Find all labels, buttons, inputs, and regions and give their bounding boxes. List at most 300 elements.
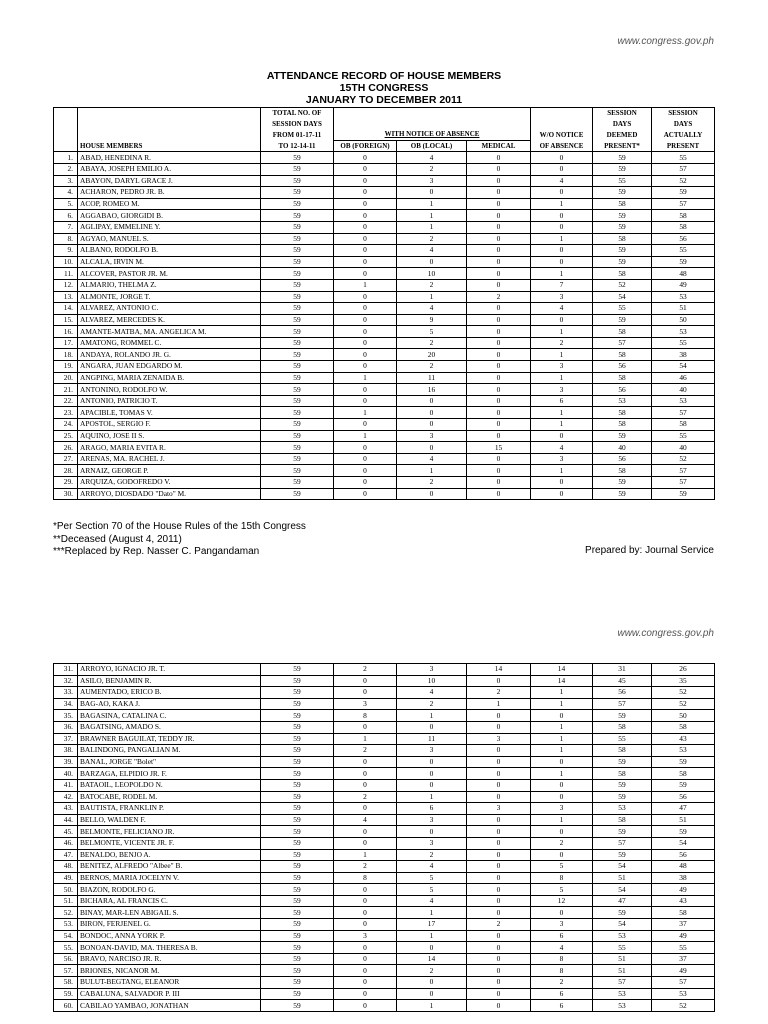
medical: 0 xyxy=(467,953,531,965)
ob-local: 0 xyxy=(397,488,467,500)
days-actually-present: 52 xyxy=(652,687,715,699)
medical: 0 xyxy=(467,326,531,338)
without-notice: 4 xyxy=(531,942,593,954)
member-name: BELLO, WALDEN F. xyxy=(78,814,261,826)
ob-foreign: 0 xyxy=(334,977,397,989)
table-row xyxy=(54,163,715,175)
member-name: CABILAO YAMBAO, JONATHAN xyxy=(78,1000,261,1012)
ob-local: 3 xyxy=(397,430,467,442)
ob-foreign: 0 xyxy=(334,919,397,931)
ob-local: 6 xyxy=(397,803,467,815)
medical: 0 xyxy=(467,872,531,884)
medical: 0 xyxy=(467,256,531,268)
ob-local: 0 xyxy=(397,988,467,1000)
days-actually-present: 38 xyxy=(652,872,715,884)
member-name: ALVAREZ, ANTONIO C. xyxy=(78,303,261,315)
member-name: ASILO, BENJAMIN R. xyxy=(78,675,261,687)
ob-foreign: 0 xyxy=(334,988,397,1000)
days-deemed-present: 59 xyxy=(593,221,652,233)
medical: 0 xyxy=(467,198,531,210)
ob-foreign: 2 xyxy=(334,861,397,873)
without-notice: 5 xyxy=(531,861,593,873)
table-row xyxy=(54,953,715,965)
ob-foreign: 0 xyxy=(334,175,397,187)
total-session-days: 59 xyxy=(261,442,334,454)
ob-local: 2 xyxy=(397,361,467,373)
table-row xyxy=(54,988,715,1000)
days-deemed-present: 53 xyxy=(593,988,652,1000)
ob-local: 1 xyxy=(397,710,467,722)
member-name: ANDAYA, ROLANDO JR. G. xyxy=(78,349,261,361)
without-notice: 6 xyxy=(531,930,593,942)
table-row xyxy=(54,768,715,780)
total-session-days: 59 xyxy=(261,326,334,338)
without-notice: 5 xyxy=(531,884,593,896)
table-row xyxy=(54,349,715,361)
without-notice: 7 xyxy=(531,279,593,291)
ob-local: 11 xyxy=(397,372,467,384)
without-notice: 8 xyxy=(531,953,593,965)
footnote-1: *Per Section 70 of the House Rules of the 15th Congress xyxy=(53,521,306,532)
days-deemed-present: 56 xyxy=(593,687,652,699)
member-name: BONOAN-DAVID, MA. THERESA B. xyxy=(78,942,261,954)
days-deemed-present: 31 xyxy=(593,664,652,676)
row-number: 14. xyxy=(54,303,78,315)
ob-local: 2 xyxy=(397,279,467,291)
table-row xyxy=(54,430,715,442)
member-name: APOSTOL, SERGIO F. xyxy=(78,419,261,431)
ob-local: 4 xyxy=(397,687,467,699)
without-notice: 1 xyxy=(531,687,593,699)
days-actually-present: 55 xyxy=(652,942,715,954)
total-session-days: 59 xyxy=(261,349,334,361)
table-row xyxy=(54,326,715,338)
total-session-days: 59 xyxy=(261,268,334,280)
row-number: 23. xyxy=(54,407,78,419)
ob-local: 4 xyxy=(397,895,467,907)
row-number: 6. xyxy=(54,210,78,222)
days-actually-present: 56 xyxy=(652,849,715,861)
days-deemed-present: 54 xyxy=(593,884,652,896)
table-row xyxy=(54,314,715,326)
days-actually-present: 43 xyxy=(652,733,715,745)
total-session-days: 59 xyxy=(261,210,334,222)
total-session-days: 59 xyxy=(261,872,334,884)
ob-foreign: 0 xyxy=(334,256,397,268)
ob-local: 1 xyxy=(397,907,467,919)
row-number: 15. xyxy=(54,314,78,326)
ob-local: 0 xyxy=(397,768,467,780)
member-name: BANAL, JORGE "Bolet" xyxy=(78,756,261,768)
ob-local: 1 xyxy=(397,198,467,210)
row-number: 9. xyxy=(54,245,78,257)
row-number: 7. xyxy=(54,221,78,233)
member-name: BELMONTE, FELICIANO JR. xyxy=(78,826,261,838)
total-session-days: 59 xyxy=(261,791,334,803)
table-row xyxy=(54,919,715,931)
table-row xyxy=(54,745,715,757)
without-notice: 1 xyxy=(531,698,593,710)
row-number: 8. xyxy=(54,233,78,245)
total-session-days: 59 xyxy=(261,837,334,849)
days-deemed-present: 56 xyxy=(593,384,652,396)
total-session-days: 59 xyxy=(261,407,334,419)
days-deemed-present: 54 xyxy=(593,861,652,873)
total-session-days: 59 xyxy=(261,942,334,954)
total-session-days: 59 xyxy=(261,395,334,407)
ob-foreign: 1 xyxy=(334,407,397,419)
medical: 0 xyxy=(467,907,531,919)
days-deemed-present: 58 xyxy=(593,372,652,384)
table-row xyxy=(54,814,715,826)
ob-local: 2 xyxy=(397,477,467,489)
member-name: ANTONINO, RODOLFO W. xyxy=(78,384,261,396)
days-actually-present: 49 xyxy=(652,930,715,942)
footnote-2: **Deceased (August 4, 2011) xyxy=(53,533,182,545)
days-deemed-present: 55 xyxy=(593,733,652,745)
table-row xyxy=(54,861,715,873)
ob-local: 5 xyxy=(397,884,467,896)
ob-local: 2 xyxy=(397,233,467,245)
without-notice: 0 xyxy=(531,152,593,164)
days-deemed-present: 58 xyxy=(593,745,652,757)
row-number: 59. xyxy=(54,988,78,1000)
total-session-days: 59 xyxy=(261,664,334,676)
row-number: 52. xyxy=(54,907,78,919)
days-deemed-present: 45 xyxy=(593,675,652,687)
member-name: AQUINO, JOSE II S. xyxy=(78,430,261,442)
medical: 0 xyxy=(467,930,531,942)
days-deemed-present: 57 xyxy=(593,837,652,849)
total-session-days: 59 xyxy=(261,361,334,373)
total-session-days: 59 xyxy=(261,907,334,919)
days-actually-present: 48 xyxy=(652,861,715,873)
ob-foreign: 0 xyxy=(334,291,397,303)
days-deemed-present: 58 xyxy=(593,814,652,826)
header-actual-4: PRESENT xyxy=(652,140,715,152)
medical: 0 xyxy=(467,884,531,896)
days-deemed-present: 58 xyxy=(593,268,652,280)
without-notice: 0 xyxy=(531,826,593,838)
days-actually-present: 58 xyxy=(652,768,715,780)
medical: 0 xyxy=(467,965,531,977)
ob-foreign: 0 xyxy=(334,942,397,954)
ob-foreign: 0 xyxy=(334,442,397,454)
ob-local: 4 xyxy=(397,152,467,164)
medical: 0 xyxy=(467,861,531,873)
without-notice: 1 xyxy=(531,465,593,477)
total-session-days: 59 xyxy=(261,245,334,257)
without-notice: 0 xyxy=(531,256,593,268)
medical: 0 xyxy=(467,430,531,442)
total-session-days: 59 xyxy=(261,733,334,745)
ob-local: 3 xyxy=(397,175,467,187)
ob-foreign: 0 xyxy=(334,198,397,210)
medical: 0 xyxy=(467,175,531,187)
total-session-days: 59 xyxy=(261,953,334,965)
header-actual-1: SESSION xyxy=(652,108,715,119)
ob-foreign: 4 xyxy=(334,814,397,826)
days-actually-present: 56 xyxy=(652,791,715,803)
total-session-days: 59 xyxy=(261,303,334,315)
ob-foreign: 0 xyxy=(334,953,397,965)
row-number: 28. xyxy=(54,465,78,477)
without-notice: 3 xyxy=(531,384,593,396)
ob-local: 1 xyxy=(397,465,467,477)
without-notice: 1 xyxy=(531,721,593,733)
ob-local: 2 xyxy=(397,849,467,861)
days-actually-present: 40 xyxy=(652,442,715,454)
ob-foreign: 0 xyxy=(334,361,397,373)
member-name: BELMONTE, VICENTE JR. F. xyxy=(78,837,261,849)
medical: 0 xyxy=(467,395,531,407)
member-name: BRIONES, NICANOR M. xyxy=(78,965,261,977)
days-deemed-present: 55 xyxy=(593,942,652,954)
days-deemed-present: 53 xyxy=(593,1000,652,1012)
days-deemed-present: 59 xyxy=(593,245,652,257)
medical: 0 xyxy=(467,849,531,861)
ob-local: 3 xyxy=(397,814,467,826)
without-notice: 0 xyxy=(531,710,593,722)
total-session-days: 59 xyxy=(261,384,334,396)
without-notice: 0 xyxy=(531,779,593,791)
days-deemed-present: 56 xyxy=(593,361,652,373)
header-total-1: TOTAL NO. OF xyxy=(261,108,334,119)
member-name: BAGATSING, AMADO S. xyxy=(78,721,261,733)
medical: 0 xyxy=(467,210,531,222)
total-session-days: 59 xyxy=(261,221,334,233)
table-row xyxy=(54,256,715,268)
total-session-days: 59 xyxy=(261,163,334,175)
days-actually-present: 57 xyxy=(652,977,715,989)
ob-foreign: 0 xyxy=(334,803,397,815)
total-session-days: 59 xyxy=(261,803,334,815)
without-notice: 1 xyxy=(531,372,593,384)
days-actually-present: 40 xyxy=(652,384,715,396)
medical: 0 xyxy=(467,465,531,477)
member-name: BINAY, MAR-LEN ABIGAIL S. xyxy=(78,907,261,919)
days-deemed-present: 58 xyxy=(593,768,652,780)
ob-local: 1 xyxy=(397,210,467,222)
medical: 0 xyxy=(467,384,531,396)
without-notice: 3 xyxy=(531,453,593,465)
total-session-days: 59 xyxy=(261,779,334,791)
row-number: 32. xyxy=(54,675,78,687)
member-name: BATAOIL, LEOPOLDO N. xyxy=(78,779,261,791)
ob-foreign: 0 xyxy=(334,826,397,838)
ob-foreign: 0 xyxy=(334,895,397,907)
days-actually-present: 37 xyxy=(652,919,715,931)
total-session-days: 59 xyxy=(261,488,334,500)
table-row xyxy=(54,361,715,373)
medical: 0 xyxy=(467,152,531,164)
ob-local: 14 xyxy=(397,953,467,965)
ob-local: 1 xyxy=(397,930,467,942)
row-number: 60. xyxy=(54,1000,78,1012)
ob-foreign: 2 xyxy=(334,664,397,676)
days-actually-present: 59 xyxy=(652,187,715,199)
days-deemed-present: 58 xyxy=(593,326,652,338)
row-number: 34. xyxy=(54,698,78,710)
without-notice: 1 xyxy=(531,419,593,431)
ob-foreign: 0 xyxy=(334,326,397,338)
ob-local: 5 xyxy=(397,872,467,884)
row-number: 22. xyxy=(54,395,78,407)
days-deemed-present: 51 xyxy=(593,872,652,884)
days-actually-present: 38 xyxy=(652,349,715,361)
without-notice: 6 xyxy=(531,988,593,1000)
total-session-days: 59 xyxy=(261,477,334,489)
table-row xyxy=(54,664,715,676)
medical: 0 xyxy=(467,895,531,907)
medical: 15 xyxy=(467,442,531,454)
table-row xyxy=(54,279,715,291)
ob-foreign: 8 xyxy=(334,710,397,722)
days-deemed-present: 54 xyxy=(593,291,652,303)
table-row xyxy=(54,233,715,245)
total-session-days: 59 xyxy=(261,826,334,838)
total-session-days: 59 xyxy=(261,965,334,977)
header-ob-local: OB (LOCAL) xyxy=(397,140,467,152)
total-session-days: 59 xyxy=(261,895,334,907)
row-number: 35. xyxy=(54,710,78,722)
medical: 0 xyxy=(467,361,531,373)
days-deemed-present: 59 xyxy=(593,187,652,199)
member-name: BATOCABE, RODEL M. xyxy=(78,791,261,803)
table-row xyxy=(54,907,715,919)
member-name: AUMENTADO, ERICO B. xyxy=(78,687,261,699)
days-deemed-present: 59 xyxy=(593,779,652,791)
medical: 0 xyxy=(467,268,531,280)
row-number: 10. xyxy=(54,256,78,268)
member-name: ANTONIO, PATRICIO T. xyxy=(78,395,261,407)
ob-foreign: 0 xyxy=(334,268,397,280)
days-actually-present: 58 xyxy=(652,210,715,222)
ob-foreign: 2 xyxy=(334,791,397,803)
days-actually-present: 50 xyxy=(652,710,715,722)
table-row xyxy=(54,930,715,942)
medical: 0 xyxy=(467,233,531,245)
member-name: APACIBLE, TOMAS V. xyxy=(78,407,261,419)
without-notice: 4 xyxy=(531,442,593,454)
table-row xyxy=(54,872,715,884)
medical: 0 xyxy=(467,779,531,791)
without-notice: 0 xyxy=(531,187,593,199)
table-row xyxy=(54,221,715,233)
header-total-4: TO 12-14-11 xyxy=(261,140,334,152)
total-session-days: 59 xyxy=(261,465,334,477)
ob-local: 1 xyxy=(397,1000,467,1012)
days-deemed-present: 59 xyxy=(593,210,652,222)
member-name: ALCALA, IRVIN M. xyxy=(78,256,261,268)
days-actually-present: 59 xyxy=(652,779,715,791)
ob-local: 0 xyxy=(397,721,467,733)
table-row xyxy=(54,733,715,745)
row-number: 51. xyxy=(54,895,78,907)
days-actually-present: 53 xyxy=(652,326,715,338)
days-actually-present: 54 xyxy=(652,837,715,849)
total-session-days: 59 xyxy=(261,291,334,303)
days-actually-present: 51 xyxy=(652,814,715,826)
total-session-days: 59 xyxy=(261,756,334,768)
days-deemed-present: 57 xyxy=(593,977,652,989)
total-session-days: 59 xyxy=(261,721,334,733)
ob-local: 20 xyxy=(397,349,467,361)
row-number: 12. xyxy=(54,279,78,291)
table-row xyxy=(54,198,715,210)
days-deemed-present: 58 xyxy=(593,721,652,733)
medical: 0 xyxy=(467,710,531,722)
row-number: 58. xyxy=(54,977,78,989)
total-session-days: 59 xyxy=(261,1000,334,1012)
medical: 0 xyxy=(467,419,531,431)
days-actually-present: 55 xyxy=(652,245,715,257)
member-name: ALBANO, RODOLFO B. xyxy=(78,245,261,257)
member-name: AMANTE-MATBA, MA. ANGELICA M. xyxy=(78,326,261,338)
row-number: 53. xyxy=(54,919,78,931)
row-number: 49. xyxy=(54,872,78,884)
total-session-days: 59 xyxy=(261,337,334,349)
title-line-1: ATTENDANCE RECORD OF HOUSE MEMBERS xyxy=(266,70,502,82)
days-actually-present: 59 xyxy=(652,488,715,500)
row-number: 46. xyxy=(54,837,78,849)
ob-foreign: 0 xyxy=(334,884,397,896)
days-deemed-present: 58 xyxy=(593,465,652,477)
total-session-days: 59 xyxy=(261,710,334,722)
row-number: 3. xyxy=(54,175,78,187)
days-actually-present: 53 xyxy=(652,291,715,303)
table-row xyxy=(54,675,715,687)
ob-local: 5 xyxy=(397,326,467,338)
days-deemed-present: 58 xyxy=(593,419,652,431)
medical: 0 xyxy=(467,1000,531,1012)
site-url-top: www.congress.gov.ph xyxy=(617,36,714,47)
table-row xyxy=(54,698,715,710)
ob-foreign: 0 xyxy=(334,721,397,733)
member-name: CABALUNA, SALVADOR P. III xyxy=(78,988,261,1000)
without-notice: 2 xyxy=(531,337,593,349)
without-notice: 0 xyxy=(531,477,593,489)
row-number: 38. xyxy=(54,745,78,757)
days-actually-present: 57 xyxy=(652,465,715,477)
ob-foreign: 0 xyxy=(334,837,397,849)
ob-local: 1 xyxy=(397,291,467,303)
medical: 0 xyxy=(467,477,531,489)
days-deemed-present: 59 xyxy=(593,152,652,164)
medical: 0 xyxy=(467,488,531,500)
ob-local: 9 xyxy=(397,314,467,326)
days-actually-present: 59 xyxy=(652,826,715,838)
days-actually-present: 51 xyxy=(652,303,715,315)
row-number: 19. xyxy=(54,361,78,373)
ob-foreign: 1 xyxy=(334,430,397,442)
without-notice: 3 xyxy=(531,803,593,815)
table-row xyxy=(54,803,715,815)
member-name: BIRON, FERJENEL G. xyxy=(78,919,261,931)
table-row xyxy=(54,488,715,500)
total-session-days: 59 xyxy=(261,453,334,465)
table-row xyxy=(54,826,715,838)
days-deemed-present: 59 xyxy=(593,791,652,803)
table-row xyxy=(54,884,715,896)
total-session-days: 59 xyxy=(261,977,334,989)
table-row xyxy=(54,837,715,849)
ob-local: 2 xyxy=(397,337,467,349)
footnotes xyxy=(53,521,306,559)
days-deemed-present: 59 xyxy=(593,256,652,268)
without-notice: 0 xyxy=(531,221,593,233)
header-actual-2: DAYS xyxy=(652,119,715,130)
